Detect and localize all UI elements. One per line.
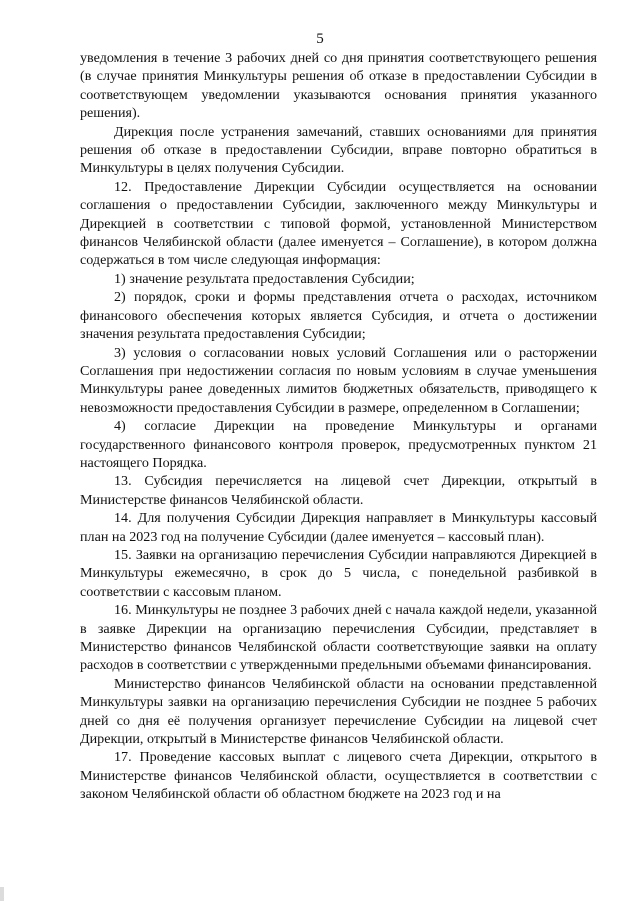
list-item: 3) условия о согласовании новых условий Соглашения или о расторжении Соглашения при недостижении согласия по новым условиям в случае уменьшения Минкультуры ранее доведенных лимитов бюджетных обязательств, приводящего к невозможности предоставления Субсидии в размере, определенном в Соглашении;	[80, 344, 597, 416]
paragraph: 13. Субсидия перечисляется на лицевой счет Дирекции, открытый в Министерстве финансов Челябинской области.	[80, 473, 597, 508]
paragraph: 15. Заявки на организацию перечисления Субсидии направляются Дирекцией в Минкультуры ежемесячно, в срок до 5 числа, с понедельной разбивкой в соответствии с кассовым планом.	[80, 546, 597, 600]
list-item: 2) порядок, сроки и формы представления отчета о расходах, источником финансового обеспечения которых является Субсидия, и отчета о достижении значения результата предоставления Субсидии;	[80, 289, 597, 343]
list-item: 1) значение результата предоставления Субсидии;	[114, 270, 415, 287]
paragraph: 17. Проведение кассовых выплат с лицевого счета Дирекции, открытого в Министерстве финансов Челябинской области, осуществляется в соответствии с законом Челябинской области об областном бюджете на 2023 год и на	[80, 749, 597, 803]
paragraph: 16. Минкультуры не позднее 3 рабочих дней с начала каждой недели, указанной в заявке Дирекции на организацию перечисления Субсидии, представляет в Министерство финансов Челябинской области соответствующие заявки на оплату расходов в соответствии с утвержденными предельными объемами финансирования.	[80, 602, 597, 674]
paragraph: уведомления в течение 3 рабочих дней со дня принятия соответствующего решения (в случае принятия Минкультуры решения об отказе в предоставлении Субсидии в соответствующем уведомлении указываются основания принятия указанного решения).	[80, 50, 597, 122]
scan-edge-mark	[0, 887, 4, 901]
paragraph: 12. Предоставление Дирекции Субсидии осуществляется на основании соглашения о предоставлении Субсидии, заключенного между Минкультуры и Дирекцией в соответствии с типовой формой, установленной Министерством финансов Челябинской области (далее именуется – Соглашение), в котором должна содержаться в том числе следующая информация:	[80, 178, 597, 269]
document-body	[80, 49, 597, 804]
paragraph: 14. Для получения Субсидии Дирекция направляет в Минкультуры кассовый план на 2023 год на получение Субсидии (далее именуется – кассовый план).	[80, 510, 597, 545]
paragraph: Дирекция после устранения замечаний, ставших основаниями для принятия решения об отказе в предоставлении Субсидии, вправе повторно обратиться в Минкультуры в целях получения Субсидии.	[80, 123, 597, 177]
list-item: 4) согласие Дирекции на проведение Минкультуры и органами государственного финансового контроля проверок, предусмотренных пунктом 21 настоящего Порядка.	[80, 418, 597, 471]
page-number: 5	[316, 31, 324, 47]
paragraph: Министерство финансов Челябинской области на основании представленной Минкультуры заявки на организацию перечисления Субсидии не позднее 5 рабочих дней со дня её получения организует перечисление Субсидии на лицевой счет Дирекции, открытый в Министерстве финансов Челябинской области.	[80, 675, 597, 748]
